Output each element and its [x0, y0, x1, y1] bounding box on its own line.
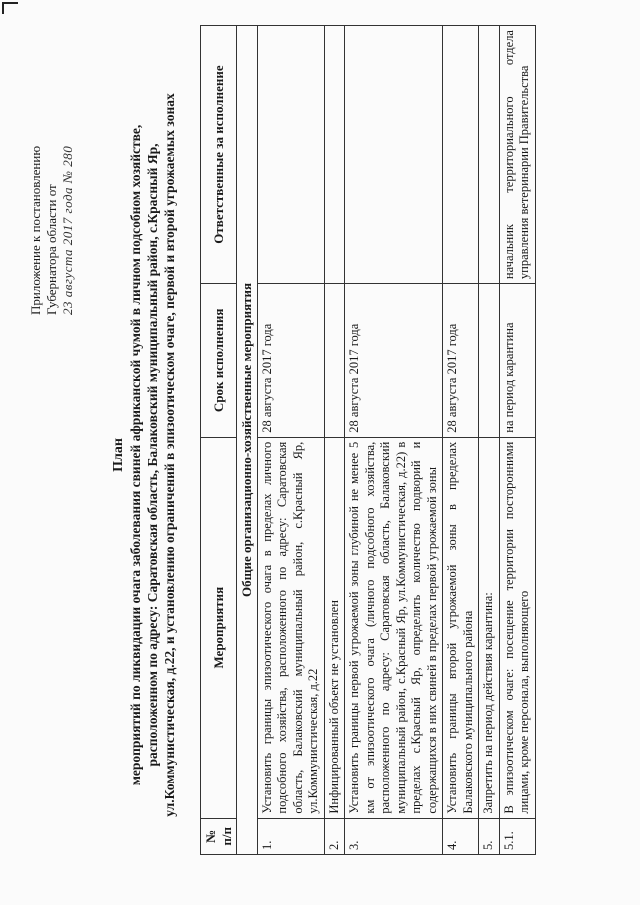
heading-line-2: расположенном по адресу: Саратовская область, Балаковский муниципальный район, с.Красный Яр, — [145, 143, 160, 767]
table-row — [345, 26, 443, 855]
scan-corner-mark — [2, 2, 18, 14]
table-row — [324, 26, 345, 855]
row-num: 5.1. — [499, 818, 535, 854]
document-heading — [110, 35, 178, 875]
header-action: Мероприятия — [201, 437, 237, 818]
row-resp — [479, 26, 500, 284]
row-term: 28 августа 2017 года — [257, 284, 324, 438]
row-resp: начальник территориального отдела управления ветеринарии Правительства — [499, 26, 535, 284]
table-row — [257, 26, 324, 855]
row-term — [479, 284, 500, 438]
row-action: В эпизоотическом очаге: посещение территории посторонними лицами, кроме персонала, выполняющего — [499, 437, 535, 818]
row-resp — [443, 26, 479, 284]
row-action: Установить границы первой угрожаемой зоны глубиной не менее 5 км от эпизоотического очага (личного подсобного хозяйства, расположенного по адресу: Саратовская область, Балаковский муниципальный район, с.Красный Яр, ул.Коммунистическая, д.22) в пределах с.Красный Яр, определить количество подворий и содержащихся в них свиней в пределах первой угрожаемой зоны — [345, 437, 443, 818]
row-num: 3. — [345, 818, 443, 854]
header-resp: Ответственные за исполнение — [201, 26, 237, 284]
section-title: Общие организационно-хозяйственные мероприятия — [237, 26, 258, 855]
section-row — [237, 26, 258, 855]
row-num: 1. — [257, 818, 324, 854]
row-resp — [257, 26, 324, 284]
table-row — [479, 26, 500, 855]
rotated-content — [10, 15, 630, 895]
row-action: Установить границы эпизоотического очага в пределах личного подсобного хозяйства, расположенного по адресу: Саратовская область, Балаковский муниципальный район, с.Красный Яр, ул.Коммунистическая, д.22 — [257, 437, 324, 818]
row-num: 4. — [443, 818, 479, 854]
heading-word: План — [111, 438, 126, 472]
row-term — [324, 284, 345, 438]
row-action: Инфицированный объект не установлен — [324, 437, 345, 818]
heading-line-3: ул.Коммунистическая, д.22, и установлению ограничений в эпизоотическом очаге, первой и второй угрожаемых зонах — [162, 93, 177, 817]
table-row — [443, 26, 479, 855]
row-term: 28 августа 2017 года — [443, 284, 479, 438]
header-num: № п/п — [201, 818, 237, 854]
header-term: Срок исполнения — [201, 284, 237, 438]
heading-line-1: мероприятий по ликвидации очага заболевания свиней африканской чумой в личном подсобном хозяйстве, — [128, 124, 143, 786]
appendix-line-3: 23 августа 2017 года № 280 — [60, 145, 75, 315]
row-num: 2. — [324, 818, 345, 854]
table-row — [499, 26, 535, 855]
row-resp — [345, 26, 443, 284]
row-num: 5. — [479, 818, 500, 854]
appendix-line-1: Приложение к постановлению — [28, 145, 43, 315]
plan-table — [200, 25, 536, 855]
appendix-line-2: Губернатора области от — [44, 184, 59, 315]
table-header-row — [201, 26, 237, 855]
appendix-block — [28, 55, 76, 315]
row-term: на период карантина — [499, 284, 535, 438]
row-resp — [324, 26, 345, 284]
row-action: Установить границы второй угрожаемой зоны в пределах Балаковского муниципального района — [443, 437, 479, 818]
row-action: Запретить на период действия карантина: — [479, 437, 500, 818]
row-term: 28 августа 2017 года — [345, 284, 443, 438]
